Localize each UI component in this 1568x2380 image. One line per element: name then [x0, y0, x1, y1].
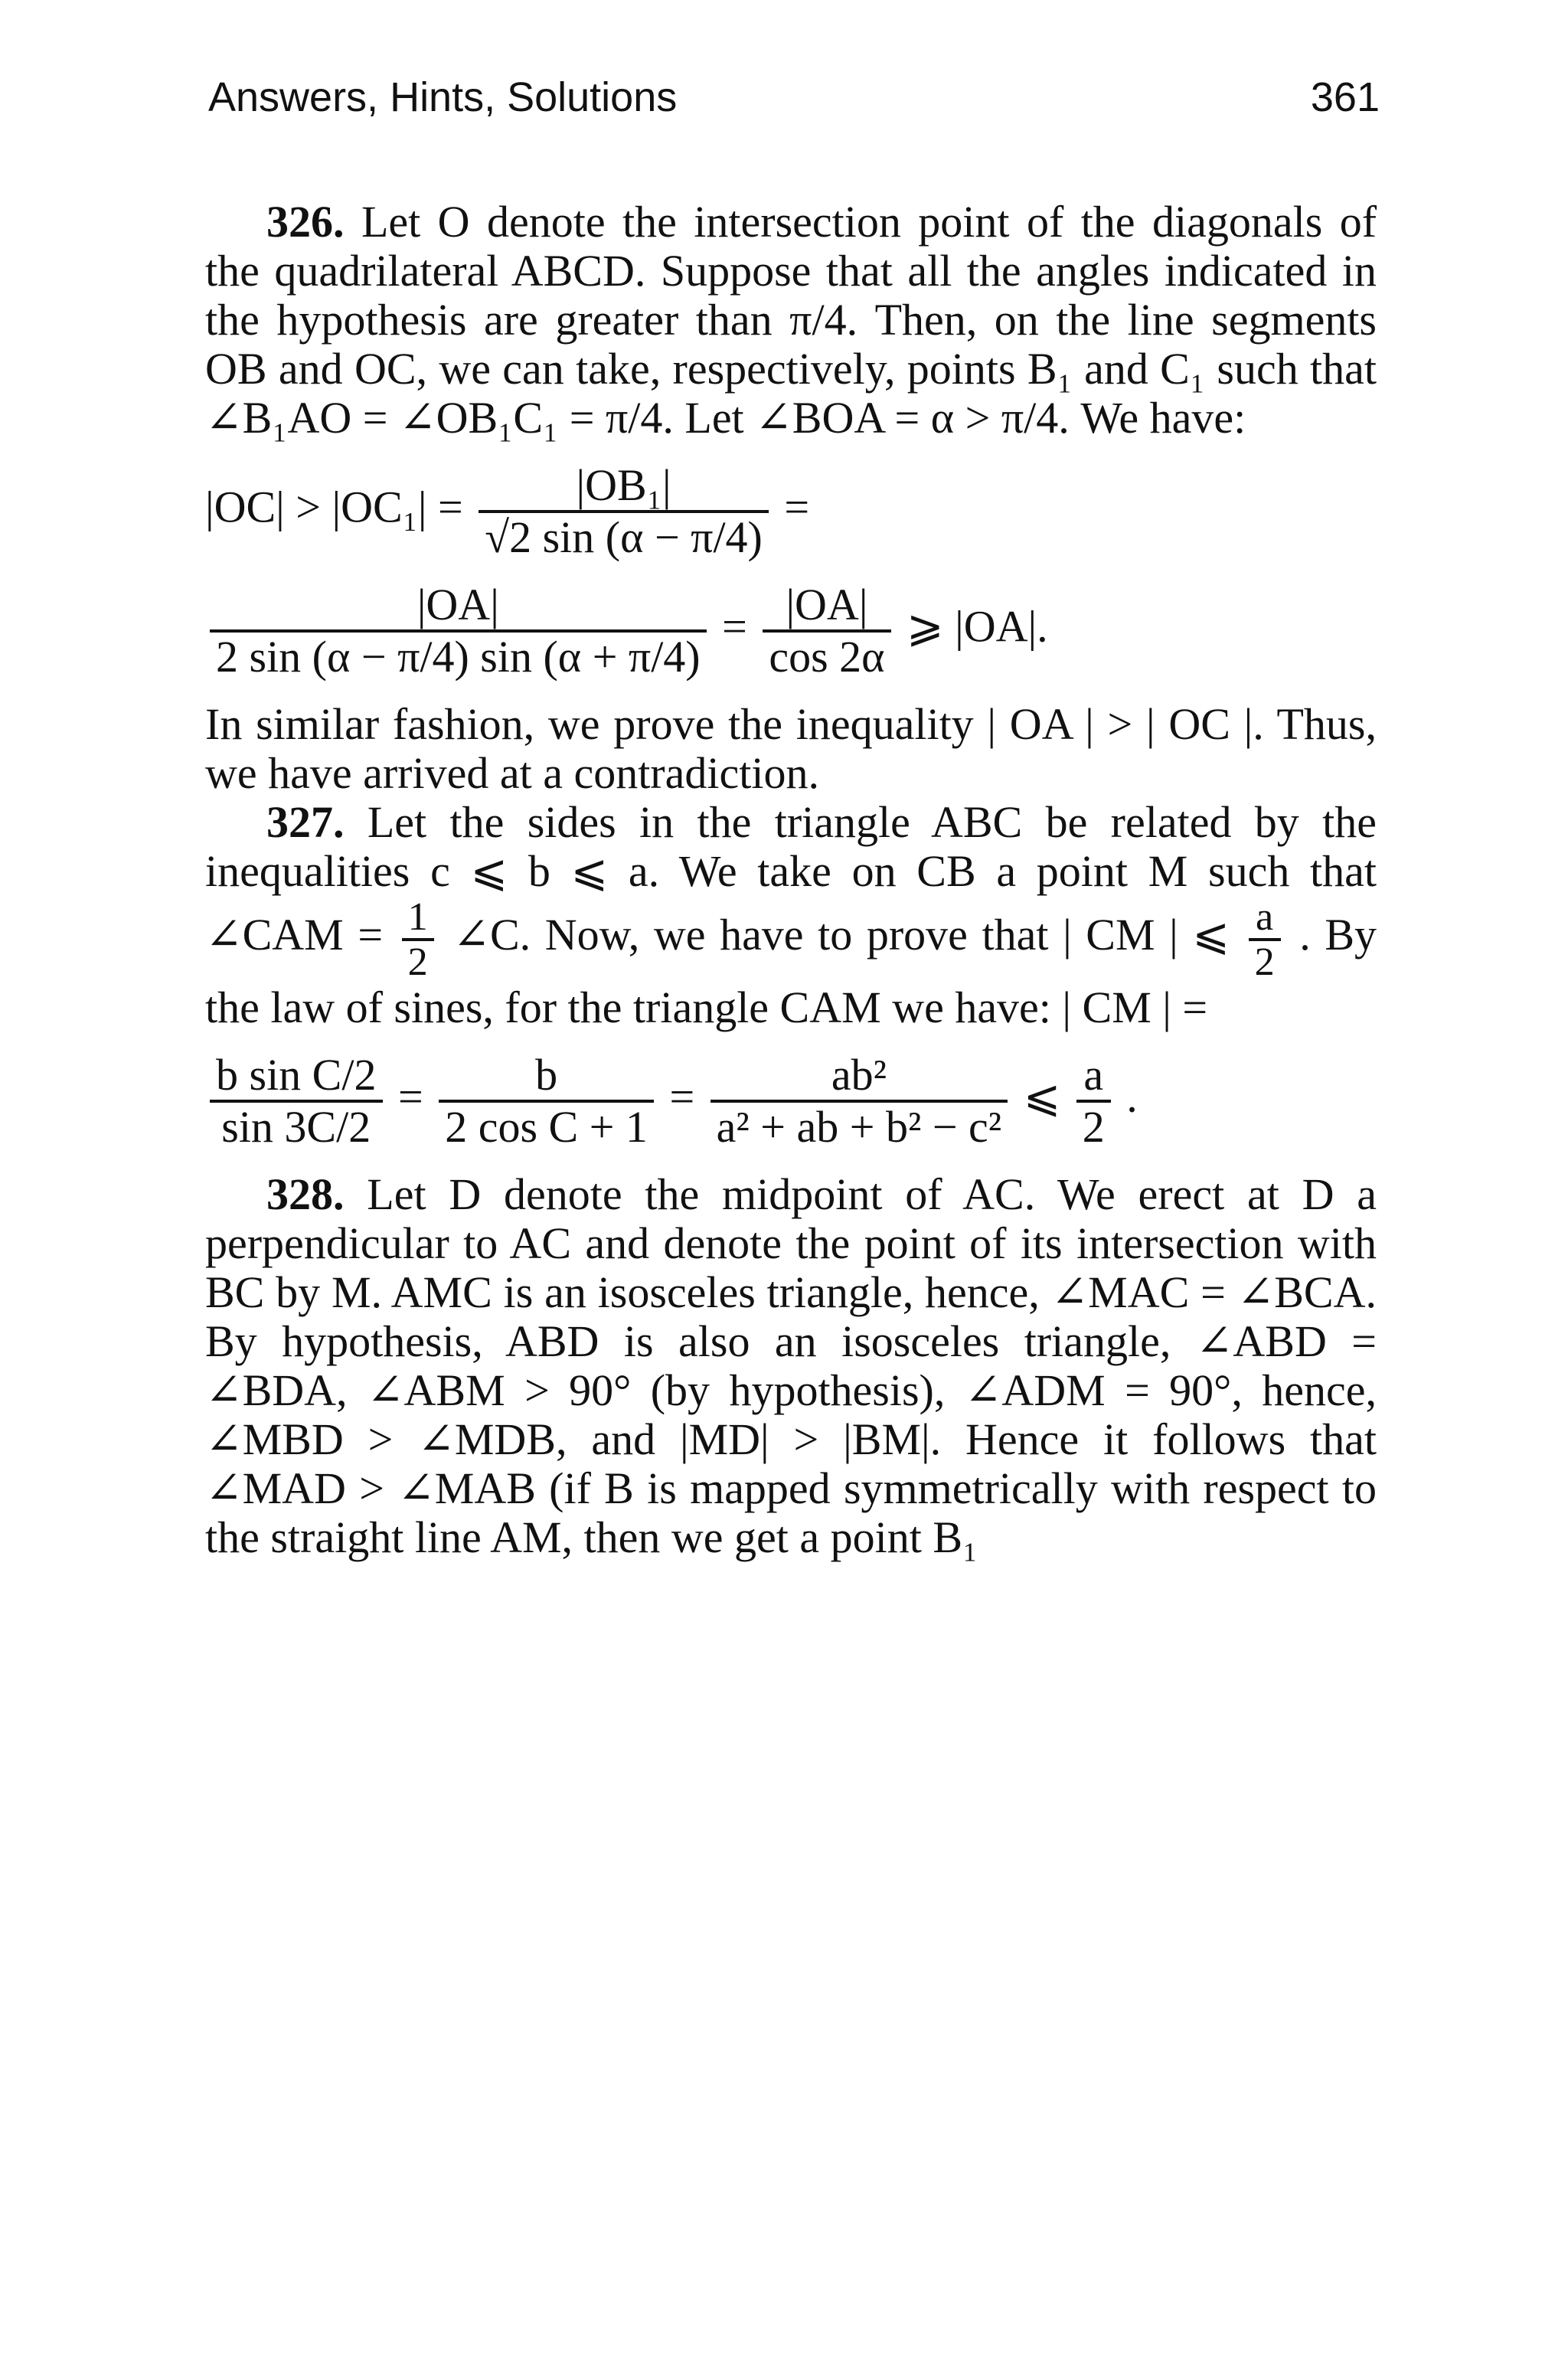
fraction-denominator: cos 2α: [763, 629, 890, 682]
paragraph-text: Let D denote the midpoint of AC. We erect at D a perpendicular to AC and denote the point of its intersection with BC by M. AMC is an isosceles triangle, hence, ∠MAC = ∠BCA. By hypothesis, ABD is also an isosceles triangle, ∠ABD = ∠BDA, ∠ABM > 90° (by hypothesis), ∠ADM = 90°, hence, ∠MBD > ∠MDB, and |MD| > |BM|. Hence it follows that ∠MAD > ∠MAB (if B is mapped symmetrically with respect to the straight line AM, then we get a point B₁: [205, 1169, 1377, 1562]
fraction-numerator: b: [535, 1049, 558, 1100]
fraction-numerator: |OB₁|: [576, 460, 671, 510]
fraction: [763, 580, 890, 682]
paragraph-text: ∠C. Now, we have to prove that | CM | ⩽: [452, 910, 1230, 960]
equation-tail: =: [784, 482, 810, 532]
fraction: [210, 580, 707, 682]
fraction-numerator: ab²: [831, 1049, 887, 1100]
fraction: [479, 461, 769, 562]
equation-327: [205, 1051, 1377, 1152]
equation-lhs: |OC| > |OC₁| =: [205, 482, 463, 532]
fraction-denominator: √2 sin (α − π/4): [479, 510, 769, 562]
fraction: [1249, 896, 1281, 983]
solution-327: [205, 798, 1377, 1032]
page-number: 361: [1310, 74, 1380, 120]
fraction: [710, 1051, 1008, 1152]
relation-sign: ⩽: [1023, 1071, 1061, 1121]
fraction-denominator: 2: [1076, 1100, 1111, 1152]
paragraph-text: Let the sides in the triangle ABC be related by the inequalities c ⩽ b ⩽ a. We take on CB a point M such that ∠CAM =: [205, 797, 1377, 960]
fraction-numerator: |OA|: [786, 580, 868, 629]
fraction-denominator: a² + ab + b² − c²: [710, 1100, 1008, 1152]
period: .: [1126, 1071, 1138, 1121]
fraction-numerator: a: [1083, 1049, 1104, 1100]
fraction-denominator: sin 3C/2: [210, 1100, 383, 1152]
fraction-denominator: 2: [1249, 938, 1281, 983]
fraction: [1076, 1051, 1111, 1152]
problem-number: 327.: [266, 797, 345, 847]
equation-326b: [205, 580, 1377, 682]
fraction: [210, 1051, 383, 1152]
fraction: [402, 896, 434, 983]
header-title: Answers, Hints, Solutions: [208, 74, 678, 120]
fraction-numerator: |OA|: [416, 580, 499, 629]
fraction-numerator: b sin C/2: [216, 1049, 377, 1100]
paragraph-text: In similar fashion, we prove the inequality | OA | > | OC |. Thus, we have arrived at a contradiction.: [205, 699, 1377, 798]
fraction-numerator: a: [1256, 894, 1274, 939]
problem-number: 326.: [266, 197, 345, 247]
page-content: [205, 198, 1377, 1562]
fraction-denominator: 2 cos C + 1: [439, 1100, 654, 1152]
fraction-denominator: 2 sin (α − π/4) sin (α + π/4): [210, 629, 707, 682]
fraction-denominator: 2: [402, 938, 434, 983]
equation-326a: [205, 461, 1377, 562]
equals-sign: =: [398, 1071, 423, 1121]
solution-326-conclusion: [205, 700, 1377, 798]
paragraph-text: . By the law of sines, for the triangle CAM we have: | CM | =: [205, 910, 1377, 1032]
paragraph-text: Let O denote the intersection point of the diagonals of the quadrilateral ABCD. Suppose that all the angles indicated in the hypothesis are greater than π/4. Then, on the line segments OB and OC, we can take, respectively, points B₁ and C₁ such that ∠B₁AO = ∠OB₁C₁ = π/4. Let ∠BOA = α > π/4. We have:: [205, 197, 1377, 443]
problem-number: 328.: [266, 1169, 345, 1219]
fraction-numerator: 1: [407, 894, 428, 939]
running-header: [208, 74, 1380, 121]
equals-sign: =: [722, 601, 747, 652]
equation-tail: ⩾ |OA|.: [906, 601, 1048, 652]
fraction: [439, 1051, 654, 1152]
solution-326: [205, 198, 1377, 443]
solution-328: [205, 1170, 1377, 1562]
equals-sign: =: [669, 1071, 695, 1121]
